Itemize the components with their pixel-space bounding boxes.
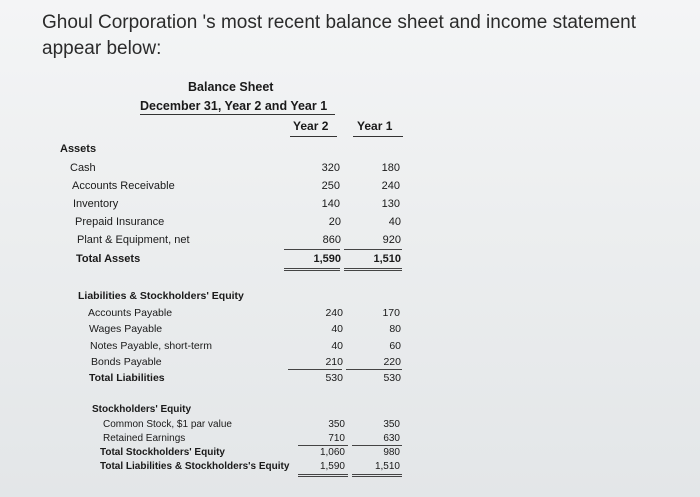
equity-year2-underline <box>298 445 348 446</box>
asset-year1-value: 240 <box>381 180 400 192</box>
equity-label: Retained Earnings <box>103 433 186 444</box>
total-assets-year1: 1,510 <box>373 253 401 265</box>
total-liabilities-equity-year2: 1,590 <box>319 461 345 472</box>
asset-year1-value: 40 <box>388 216 401 228</box>
total-assets-label: Total Assets <box>76 253 141 265</box>
asset-year2-value: 250 <box>321 180 340 192</box>
asset-year2-value: 20 <box>328 216 341 228</box>
question-text: Ghoul Corporation 's most recent balance sheet and income statement appear below: <box>42 12 637 59</box>
liability-label: Notes Payable, short-term <box>90 340 212 352</box>
header-divider <box>140 114 335 115</box>
equity-year2-value: 710 <box>328 433 345 444</box>
equity-year1-underline <box>352 445 402 446</box>
liability-year2-value: 240 <box>325 307 343 319</box>
assets-heading: Assets <box>60 143 97 155</box>
liability-label: Wages Payable <box>89 323 163 335</box>
total-equity-year2: 1,060 <box>319 447 345 458</box>
balance-sheet-date: December 31, Year 2 and Year 1 <box>140 99 328 113</box>
assets-year1-underline <box>344 249 402 250</box>
column-header-year2: Year 2 <box>293 119 329 133</box>
liabilities-year1-underline <box>346 369 402 370</box>
total-le-year1-double-underline <box>352 474 402 477</box>
asset-label: Accounts Receivable <box>72 180 175 192</box>
year1-header-underline <box>353 136 403 137</box>
liabilities-year2-underline <box>288 369 342 370</box>
asset-label: Inventory <box>73 198 119 210</box>
liability-year2-value: 40 <box>331 323 343 335</box>
liabilities-heading: Liabilities & Stockholders' Equity <box>78 290 244 302</box>
year2-header-underline <box>290 136 337 137</box>
liability-year2-value: 40 <box>331 340 343 352</box>
liability-year1-value: 170 <box>382 307 400 319</box>
asset-year2-value: 320 <box>321 162 340 174</box>
equity-year1-value: 350 <box>383 419 400 430</box>
balance-sheet-title: Balance Sheet <box>188 80 274 94</box>
total-equity-year1: 980 <box>383 447 400 458</box>
asset-label: Cash <box>70 162 96 174</box>
liability-label: Bonds Payable <box>91 356 162 368</box>
total-assets-year2-double-underline <box>284 268 340 271</box>
asset-year2-value: 140 <box>321 198 340 210</box>
liability-year1-value: 80 <box>389 323 401 335</box>
total-liabilities-equity-year1: 1,510 <box>374 461 400 472</box>
liability-year1-value: 60 <box>389 340 401 352</box>
liability-label: Accounts Payable <box>88 307 173 319</box>
column-header-year1: Year 1 <box>357 119 393 133</box>
equity-year1-value: 630 <box>383 433 400 444</box>
asset-label: Plant & Equipment, net <box>77 234 190 246</box>
equity-label: Common Stock, $1 par value <box>103 419 232 430</box>
liability-year1-value: 220 <box>383 356 401 368</box>
asset-label: Prepaid Insurance <box>75 216 165 228</box>
asset-year1-value: 130 <box>381 198 400 210</box>
asset-year2-value: 860 <box>322 234 341 246</box>
total-liabilities-year2: 530 <box>325 372 343 384</box>
total-assets-year1-double-underline <box>344 268 402 271</box>
total-liabilities-equity-label: Total Liabilities & Stockholders's Equity <box>100 461 290 472</box>
total-le-year2-double-underline <box>298 474 348 477</box>
total-liabilities-label: Total Liabilities <box>89 372 165 384</box>
total-equity-label: Total Stockholders' Equity <box>100 447 225 458</box>
total-liabilities-year1: 530 <box>383 372 401 384</box>
total-assets-year2: 1,590 <box>313 253 341 265</box>
equity-year2-value: 350 <box>328 419 345 430</box>
liability-year2-value: 210 <box>325 356 343 368</box>
assets-year2-underline <box>284 249 340 250</box>
asset-year1-value: 180 <box>381 162 400 174</box>
asset-year1-value: 920 <box>382 234 401 246</box>
equity-heading: Stockholders' Equity <box>92 404 192 415</box>
